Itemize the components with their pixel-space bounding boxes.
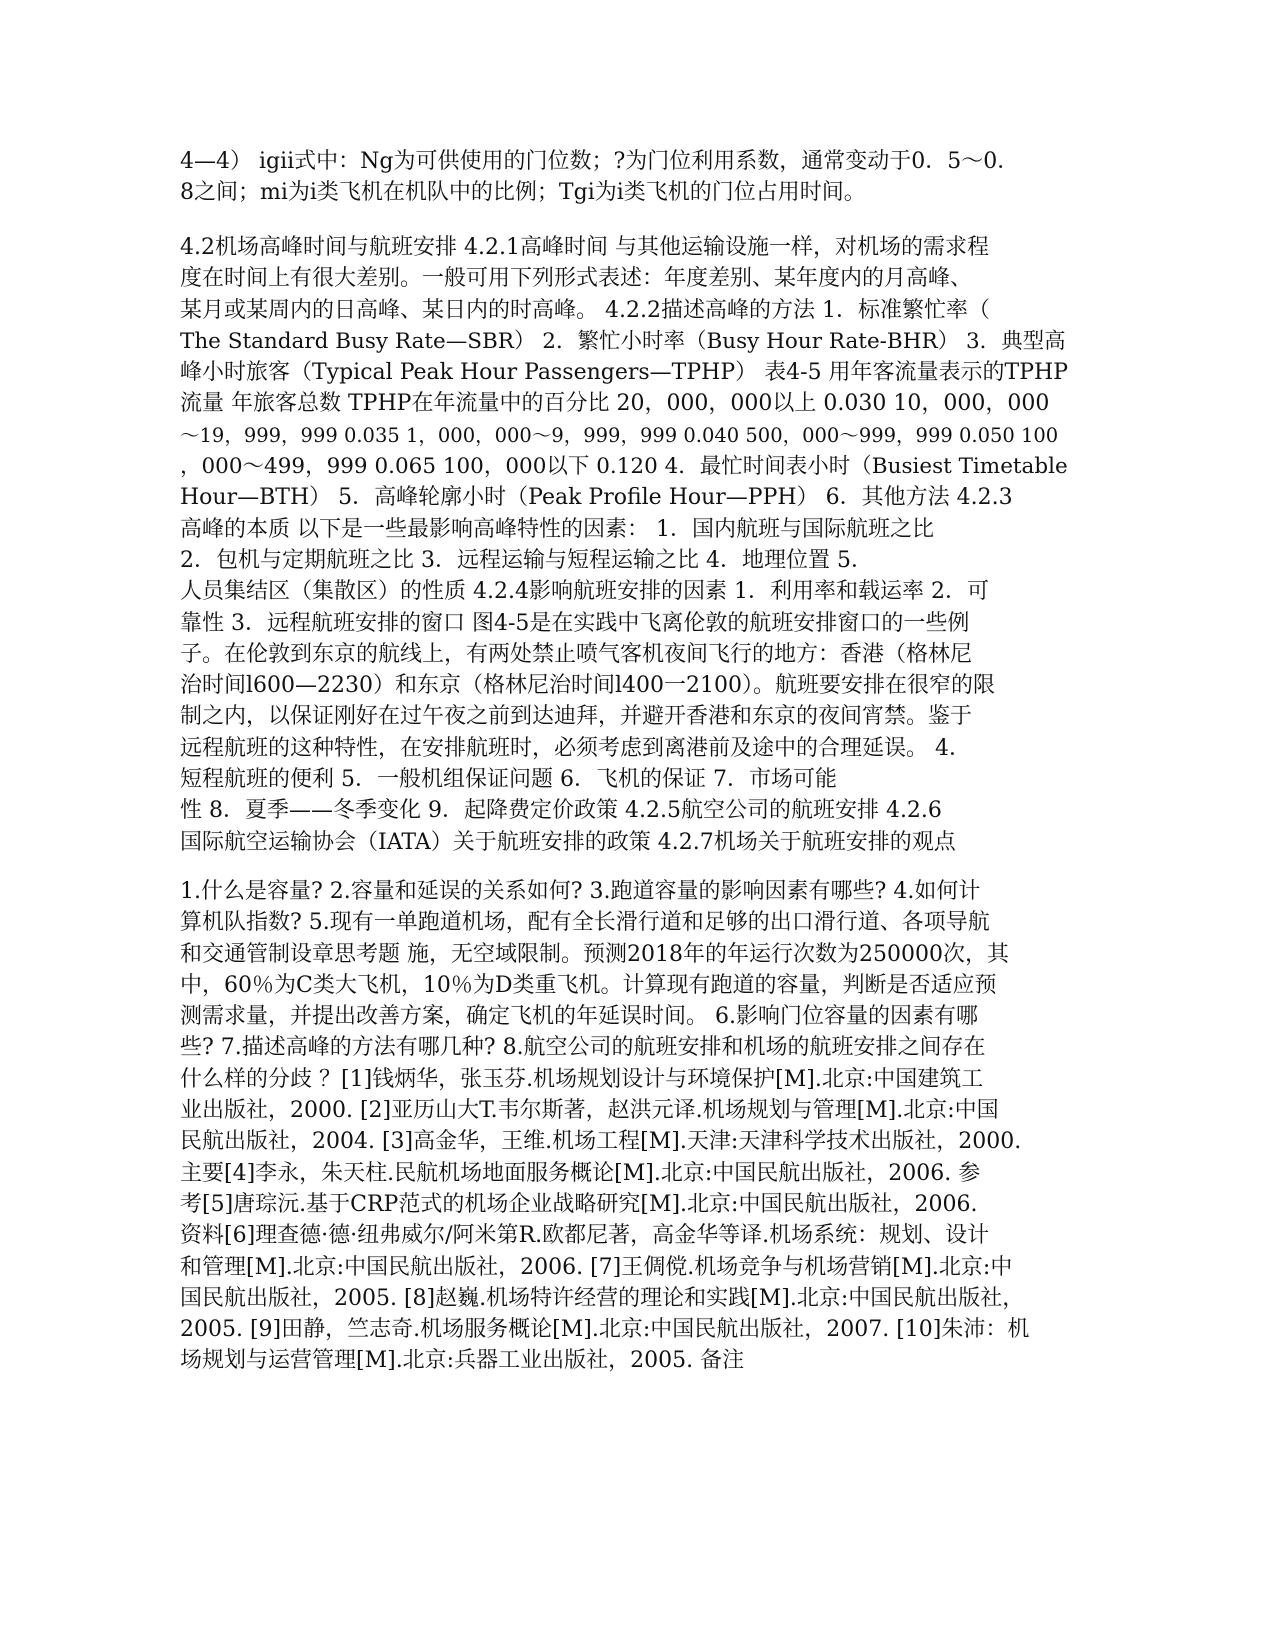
text-line: 算机队指数? 5.现有一单跑道机场，配有全长滑行道和足够的出口滑行道、各项导航 <box>180 910 990 936</box>
text-line: 和管理[M].北京:中国民航出版社，2006. [7]王倜傥.机场竞争与机场营销[M].北京:中 <box>180 1254 1013 1280</box>
text-line: 2．包机与定期航班之比 3．远程运输与短程运输之比 4．地理位置 5． <box>180 547 873 573</box>
text-line: 短程航班的便利 5．一般机组保证问题 6．飞机的保证 7．市场可能 <box>180 767 837 793</box>
text-line: 2005. [9]田静，竺志奇.机场服务概论[M].北京:中国民航出版社，2007. [10]朱沛：机 <box>180 1317 1030 1343</box>
text-line: 1.什么是容量? 2.容量和延误的关系如何? 3.跑道容量的影响因素有哪些? 4.如何计 <box>180 879 981 904</box>
text-line: 流量 年旅客总数 TPHP在年流量中的百分比 20，000，000以上 0.030 10，000，000 <box>180 391 1050 417</box>
text-line: 远程航班的这种特性，在安排航班时，必须考虑到离港前及途中的合理延误。 4． <box>180 735 971 761</box>
text-line: 4—4） igii式中：Ng为可供使用的门位数；?为门位利用系数，通常变动于0．5～0． <box>180 149 1020 174</box>
text-line: 子。在伦敦到东京的航线上，有两处禁止喷气客机夜间飞行的地方：香港（格林尼 <box>180 641 973 667</box>
text-line: 峰小时旅客（Typical Peak Hour Passengers—TPHP） 表4-5 用年客流量表示的TPHP <box>180 360 1069 386</box>
text-line: ，000～499，999 0.065 100，000以下 0.120 4．最忙时间表小时（Busiest Timetable <box>180 454 1068 480</box>
text-line: 度在时间上有很大差别。一般可用下列形式表述：年度差别、某年度内的月高峰、 <box>180 266 973 292</box>
text-line: 主要[4]李永，朱天柱.民航机场地面服务概论[M].北京:中国民航出版社，2006. 参 <box>180 1160 981 1186</box>
text-line: 治时间l600—2230）和东京（格林尼治时间l400一2100）。航班要安排在很窄的限 <box>180 673 996 699</box>
text-line: 高峰的本质 以下是一些最影响高峰特性的因素： 1．国内航班与国际航班之比 <box>180 516 934 542</box>
text-line: 8之间；mi为i类飞机在机队中的比例；Tgi为i类飞机的门位占用时间。 <box>180 180 866 206</box>
text-line: 和交通管制设章思考题 施，无空域限制。预测2018年的年运行次数为250000次，其 <box>180 941 1009 967</box>
text-line: 业出版社，2000. [2]亚历山大T.韦尔斯著，赵洪元译.机场规划与管理[M].北京:中国 <box>180 1098 999 1124</box>
text-line: 国际航空运输协会（IATA）关于航班安排的政策 4.2.7机场关于航班安排的观点 <box>180 829 956 855</box>
paragraph-gate-formula-note <box>180 146 1080 209</box>
paragraph-questions-and-references <box>180 876 1080 1377</box>
text-line: 些? 7.描述高峰的方法有哪几种? 8.航空公司的航班安排和机场的航班安排之间存在 <box>180 1035 986 1061</box>
text-line: 考[5]唐琮沅.基于CRP范式的机场企业战略研究[M].北京:中国民航出版社，2006. <box>180 1191 978 1217</box>
text-line: 民航出版社，2004. [3]高金华，王维.机场工程[M].天津:天津科学技术出版社，2000. <box>180 1129 1022 1155</box>
text-line: 中，60％为C类大飞机，10％为D类重飞机。计算现有跑道的容量，判断是否适应预 <box>180 972 997 998</box>
text-line: 什么样的分歧 ？[1]钱炳华，张玉芬.机场规划设计与环境保护[M].北京:中国建筑工 <box>180 1066 984 1092</box>
text-line: ～19，999，999 0.035 1，000，000～9，999，999 0.040 500，000～999，999 0.050 100 <box>180 423 1059 447</box>
text-line: 国民航出版社，2005. [8]赵巍.机场特许经营的理论和实践[M].北京:中国民航出版社， <box>180 1285 1025 1311</box>
paragraph-peak-time-and-scheduling <box>180 232 1080 858</box>
text-line: 性 8．夏季——冬季变化 9．起降费定价政策 4.2.5航空公司的航班安排 4.2.6 <box>180 798 942 824</box>
text-line: 靠性 3．远程航班安排的窗口 图4-5是在实践中飞离伦敦的航班安排窗口的一些例 <box>180 610 970 636</box>
text-line: The Standard Busy Rate—SBR） 2．繁忙小时率（Busy Hour Rate-BHR） 3．典型高 <box>180 328 1066 354</box>
text-line: 测需求量，并提出改善方案，确定飞机的年延误时间。 6.影响门位容量的因素有哪 <box>180 1004 978 1030</box>
text-line: 场规划与运营管理[M].北京:兵器工业出版社，2005. 备注 <box>180 1348 745 1374</box>
text-line: 某月或某周内的日高峰、某日内的时高峰。 4.2.2描述高峰的方法 1．标准繁忙率（ <box>180 297 990 323</box>
text-line: 4.2机场高峰时间与航班安排 4.2.1高峰时间 与其他运输设施一样，对机场的需求程 <box>180 235 989 260</box>
text-line: Hour—BTH） 5．高峰轮廓小时（Peak Profile Hour—PPH） 6．其他方法 4.2.3 <box>180 485 1013 511</box>
text-line: 制之内，以保证刚好在过午夜之前到达迪拜，并避开香港和东京的夜间宵禁。鉴于 <box>180 704 973 730</box>
text-line: 人员集结区（集散区）的性质 4.2.4影响航班安排的因素 1．利用率和载运率 2．可 <box>180 579 989 605</box>
text-line: 资料[6]理查德·德·纽弗威尔/阿米第R.欧都尼著，高金华等译.机场系统：规划、设计 <box>180 1223 990 1249</box>
